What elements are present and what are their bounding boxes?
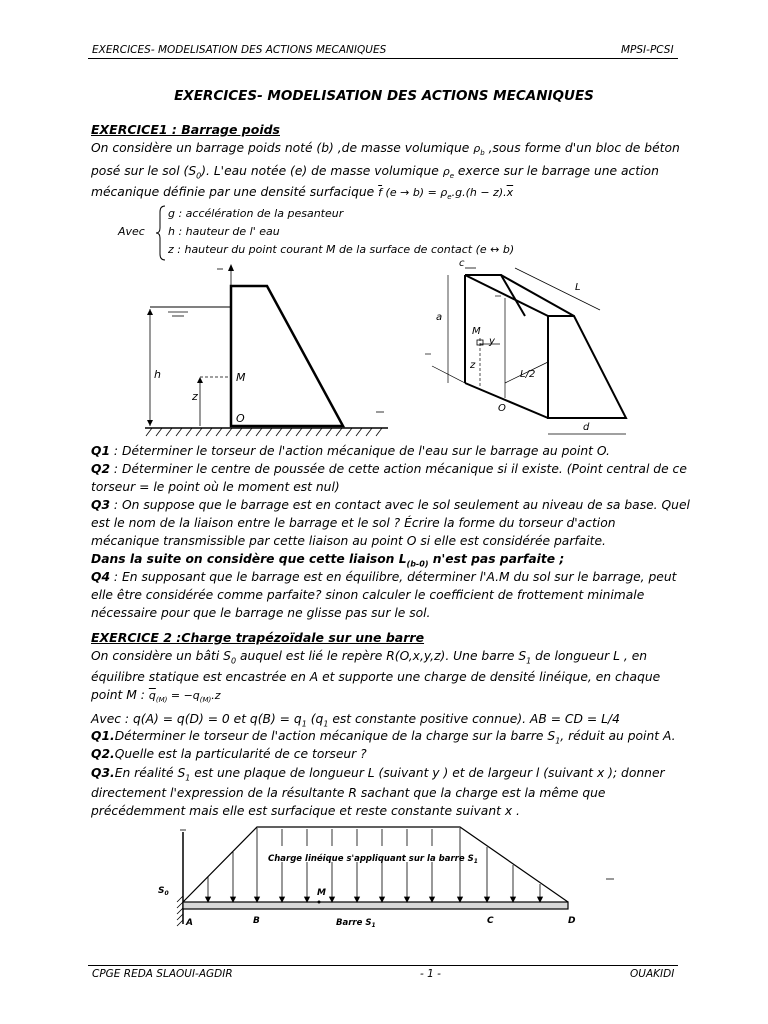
label-c-bar: C: [487, 916, 494, 926]
label-y: y: [489, 336, 495, 347]
ex2-line2: équilibre statique est encastrée en A et supporte une charge de densité linéique, en chaque: [91, 670, 661, 684]
ex1-q4-cont1: elle être considérée comme parfaite? sinon calculer le coefficient de frottement minimale: [91, 588, 645, 602]
label-d: d: [583, 422, 590, 433]
charge-label: Charge linéique s'appliquant sur la barre $S_1$: [268, 854, 478, 865]
ex2-q3: Q3.En réalité $S_1$ est une plaque de longueur L (suivant y ) et de largeur l (suivant x ); donner: [91, 766, 665, 783]
ex2-avec: Avec : q(A) = q(D) = 0 et $q(B) = q_1$ ($q_1$ est constante positive connue). AB = CD = L/4: [91, 712, 620, 729]
ex2-q2: Q2.Quelle est la particularité de ce torseur ?: [91, 747, 367, 761]
ex1-q4: Q4 : En supposant que le barrage est en équilibre, déterminer l'A.M du sol sur le barrage, peut: [91, 570, 677, 584]
label-m: M: [236, 371, 246, 384]
footer-left: CPGE REDA SLAOUI-AGDIR: [92, 968, 233, 980]
label-o: O: [236, 412, 245, 425]
header-rule: [88, 58, 678, 59]
dam-section-figure: [130, 262, 400, 438]
ex2-q1: Q1.Déterminer le torseur de l'action mécanique de la charge sur la barre $S_1$, réduit au point A.: [91, 729, 676, 746]
ex1-q3: Q3 : On suppose que le barrage est en contact avec le sol seulement au niveau de sa base. Quel: [91, 498, 690, 512]
label-l: L: [575, 282, 581, 293]
footer-rule: [88, 965, 678, 966]
label-a: a: [436, 312, 443, 323]
def-z: z : hauteur du point courant M de la surface de contact (e ↔ b): [168, 243, 515, 256]
trapezoid-load-figure: [150, 822, 630, 932]
label-b: B: [253, 916, 260, 926]
label-s0: $S_0$: [158, 886, 169, 897]
label-z-3d: z: [470, 360, 476, 371]
dam-3d-figure: [420, 258, 640, 440]
ex1-para-line1: On considère un barrage poids noté (b) ,de masse volumique $\rho_b$ ,sous forme d'un bloc de béton: [91, 141, 680, 158]
ex1-para-line3: mécanique définie par une densité surfacique $\overline{f}$ $(e \to b) = \rho_e.g.(h - z).\overline{x}$: [91, 185, 514, 202]
label-d-bar: D: [568, 916, 576, 926]
ex1-heading: EXERCICE1 : Barrage poids: [91, 122, 280, 137]
header-right: MPSI-PCSI: [621, 44, 674, 56]
label-c: c: [459, 258, 465, 269]
label-h: h: [154, 368, 161, 381]
dam-outline: [231, 286, 343, 426]
load-outline: [183, 827, 568, 902]
header-left: EXERCICES- MODELISATION DES ACTIONS MECANIQUES: [92, 44, 387, 56]
avec-label: Avec: [118, 225, 145, 238]
label-a: A: [186, 918, 193, 928]
ex1-q4-cont2: nécessaire pour que le barrage ne glisse pas sur le sol.: [91, 606, 431, 620]
label-l2: L/2: [520, 369, 536, 380]
ex1-para-line2: posé sur le sol $(S_0)$. L'eau notée (e) de masse volumique $\rho_e$ exerce sur le barrage une action: [91, 164, 659, 181]
label-o-3d: O: [498, 403, 506, 414]
ex1-q3-cont2: mécanique transmissible par cette liaison au point O si elle est considérée parfaite.: [91, 534, 606, 548]
ex2-line3: point M : $\overline{q}_{(M)} = -q_{(M)}.z$: [91, 688, 221, 705]
ex1-q2-cont: torseur = le point où le moment est nul): [91, 480, 340, 494]
label-z: z: [192, 390, 198, 403]
def-h: h : hauteur de l' eau: [168, 225, 280, 238]
label-m-bar: M: [317, 888, 326, 898]
ex2-q3-cont1: directement l'expression de la résultante R sachant que la charge est la même que: [91, 786, 606, 800]
def-g: g : accélération de la pesanteur: [168, 207, 344, 220]
ex2-line1: On considère un bâti $S_0$ auquel est lié le repère R(O,x,y,z). Une barre $S_1$ de longueur L , en: [91, 649, 648, 666]
footer-right: OUAKIDI: [630, 968, 675, 980]
bar-label: Barre $S_1$: [336, 918, 376, 929]
ex1-q1: Q1 : Déterminer le torseur de l'action mécanique de l'eau sur le barrage au point O.: [91, 444, 610, 458]
ex1-q2: Q2 : Déterminer le centre de poussée de cette action mécanique si il existe. (Point central de ce: [91, 462, 687, 476]
label-m-3d: M: [472, 326, 481, 337]
brace-icon: [155, 204, 167, 262]
ex2-heading: EXERCICE 2 :Charge trapézoïdale sur une barre: [91, 630, 425, 645]
page-title: EXERCICES- MODELISATION DES ACTIONS MECANIQUES: [174, 88, 594, 104]
ex1-q3-cont1: est le nom de la liaison entre le barrage et le sol ? Écrire la forme du torseur d'action: [91, 516, 616, 530]
bar-s1: [183, 902, 568, 909]
ex1-bold-note: Dans la suite on considère que cette liaison $L_{(b-0)}$ n'est pas parfaite ;: [91, 552, 565, 569]
ex2-q3-cont2: précédemment mais elle est surfacique et reste constante suivant x .: [91, 804, 520, 818]
footer-page: - 1 -: [420, 968, 441, 980]
